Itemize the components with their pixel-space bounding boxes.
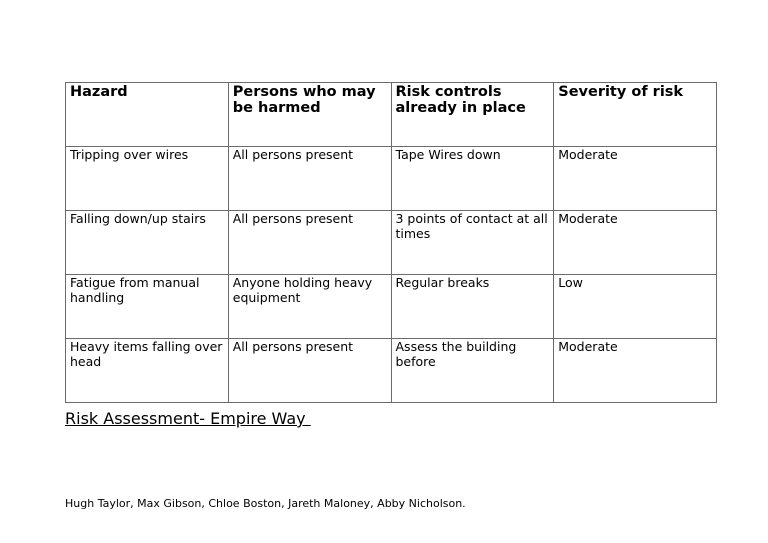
cell-controls: Assess the building before xyxy=(391,339,554,403)
cell-persons: All persons present xyxy=(228,211,391,275)
cell-controls: Regular breaks xyxy=(391,275,554,339)
table-row xyxy=(66,211,717,275)
cell-persons: All persons present xyxy=(228,339,391,403)
cell-severity: Moderate xyxy=(554,339,717,403)
cell-persons: All persons present xyxy=(228,147,391,211)
table-row xyxy=(66,339,717,403)
table-row xyxy=(66,275,717,339)
cell-hazard: Falling down/up stairs xyxy=(66,211,229,275)
document-title: Risk Assessment- Empire Way xyxy=(65,409,311,428)
cell-severity: Low xyxy=(554,275,717,339)
cell-severity: Moderate xyxy=(554,147,717,211)
cell-hazard: Heavy items falling over head xyxy=(66,339,229,403)
header-hazard: Hazard xyxy=(66,83,229,147)
header-persons-harmed: Persons who may be harmed xyxy=(228,83,391,147)
table-row xyxy=(66,147,717,211)
risk-assessment-table xyxy=(65,82,717,403)
cell-controls: Tape Wires down xyxy=(391,147,554,211)
header-severity: Severity of risk xyxy=(554,83,717,147)
cell-severity: Moderate xyxy=(554,211,717,275)
cell-hazard: Fatigue from manual handling xyxy=(66,275,229,339)
table-header-row xyxy=(66,83,717,147)
cell-controls: 3 points of contact at all times xyxy=(391,211,554,275)
author-list: Hugh Taylor, Max Gibson, Chloe Boston, Jareth Maloney, Abby Nicholson. xyxy=(65,497,466,510)
header-risk-controls: Risk controls already in place xyxy=(391,83,554,147)
cell-persons: Anyone holding heavy equipment xyxy=(228,275,391,339)
cell-hazard: Tripping over wires xyxy=(66,147,229,211)
